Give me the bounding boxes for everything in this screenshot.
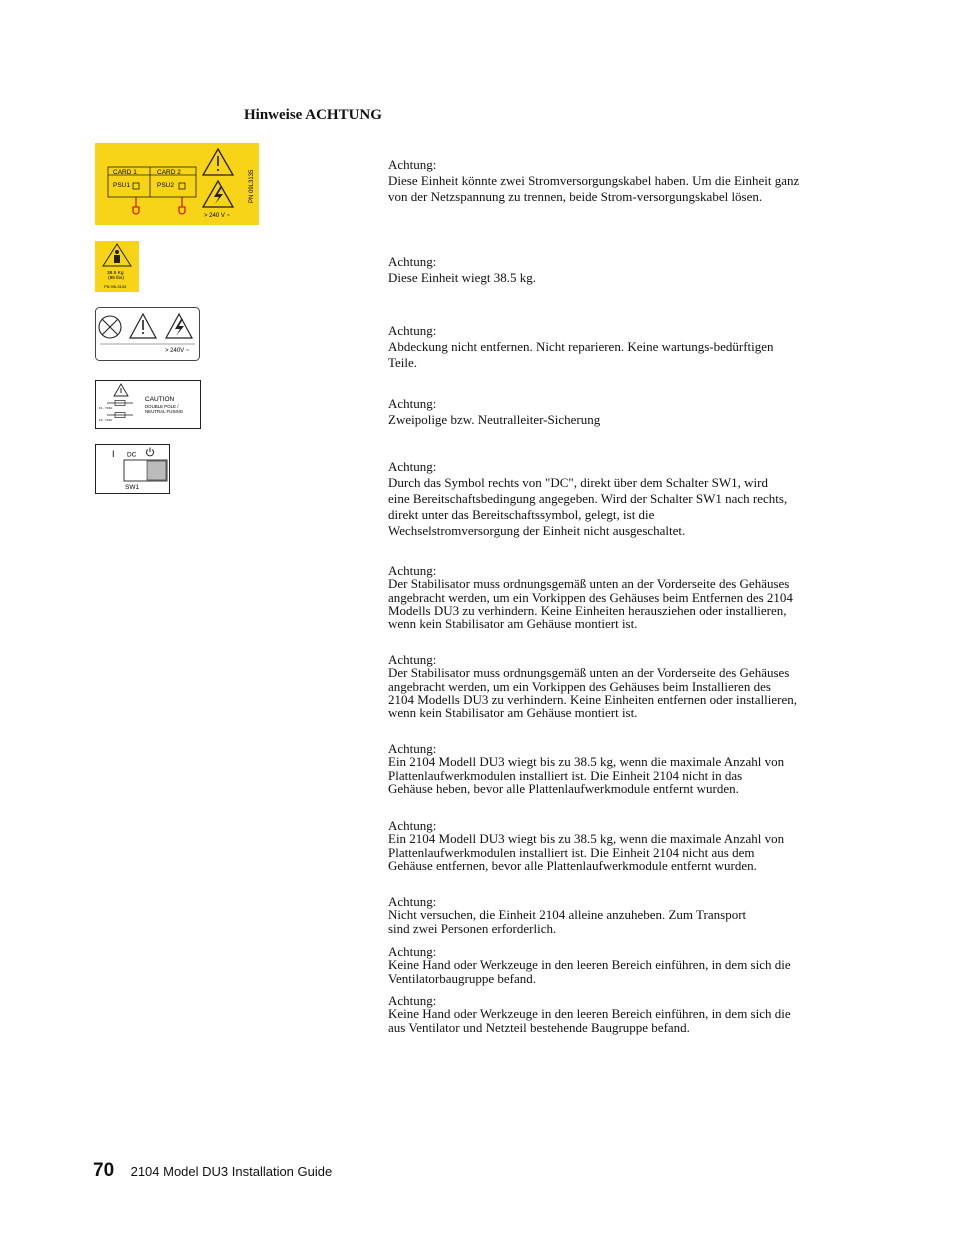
warning-text: Nicht versuchen, die Einheit 2104 alleine anzuheben. Zum Transport sind zwei Personen erforderlich. xyxy=(388,907,747,936)
warning-title: Achtung: xyxy=(388,944,437,959)
section-heading: Hinweise ACHTUNG xyxy=(244,107,382,123)
warning-text: Keine Hand oder Werkzeuge in den leeren Bereich einführen, in dem sich die aus Ventilator und Netzteil bestehende Baugruppe befand. xyxy=(388,1006,791,1035)
fuse-caution-label xyxy=(95,380,201,429)
card2-text: CARD 2 xyxy=(157,169,181,176)
warning-title: Achtung: xyxy=(388,254,437,269)
warning-9 xyxy=(388,819,788,872)
weight-lbs-text: (85 lbs) xyxy=(108,276,124,281)
warning-text: Der Stabilisator muss ordnungsgemäß unten an der Vorderseite des Gehäuses angebracht werden, um ein Vorkippen des Gehäuses beim Installieren des 2104 Modells DU3 zu verhindern. Keine Einheiten entfernen oder installieren, wenn kein Stabilisator am Gehäuse montiert ist. xyxy=(388,665,798,721)
cover-voltage-text: > 240V ~ xyxy=(165,348,190,354)
weight-label xyxy=(95,241,139,292)
psu2-text: PSU2 xyxy=(157,182,174,189)
fuse-neutral-label: F2 - T15A xyxy=(99,418,113,422)
warning-title: Achtung: xyxy=(388,894,437,909)
warning-8 xyxy=(388,742,788,795)
warning-5 xyxy=(388,459,788,539)
psu-power-label xyxy=(95,143,259,225)
warning-10 xyxy=(388,895,768,935)
warning-4 xyxy=(388,396,808,428)
warning-2 xyxy=(388,254,808,286)
warning-title: Achtung: xyxy=(388,563,437,578)
page-footer xyxy=(93,1160,332,1182)
warning-7 xyxy=(388,653,798,719)
switch-dc-text: DC xyxy=(127,451,137,459)
warning-3 xyxy=(388,323,788,371)
warning-title: Achtung: xyxy=(388,741,437,756)
warning-text: Keine Hand oder Werkzeuge in den leeren Bereich einführen, in dem sich die Ventilatorbaugruppe befand. xyxy=(388,957,791,986)
standby-switch-label xyxy=(95,444,170,494)
card1-text: CARD 1 xyxy=(113,169,137,176)
psu-voltage-text: > 240 V ~ xyxy=(204,213,231,219)
warning-text: Ein 2104 Modell DU3 wiegt bis zu 38.5 kg, wenn die maximale Anzahl von Plattenlaufwerkmodulen installiert ist. Die Einheit 2104 nicht aus dem Gehäuse entfernen, bevor alle Plattenlaufwerkmodule entfernt wurden. xyxy=(388,831,785,873)
warning-12 xyxy=(388,994,798,1034)
cover-warning-label xyxy=(95,307,200,361)
psu1-text: PSU1 xyxy=(113,182,130,189)
warning-text: Der Stabilisator muss ordnungsgemäß unten an der Vorderseite des Gehäuses angebracht werden, um ein Vorkippen des Gehäuses beim Entfernen des 2104 Modells DU3 zu verhindern. Keine Einheiten herausziehen oder installieren, wenn kein Stabilisator am Gehäuse montiert ist. xyxy=(388,576,793,632)
switch-on-symbol: I xyxy=(112,449,115,459)
warning-text: Diese Einheit könnte zwei Stromversorgungskabel haben. Um die Einheit ganz von der Netzspannung zu trennen, beide Strom-versorgungskabel lösen. xyxy=(388,173,800,204)
warning-text: Durch das Symbol rechts von "DC", direkt über dem Schalter SW1, wird eine Bereitschaftsbedingung angegeben. Wird der Schalter SW1 nach rechts, direkt unter das Bereitschaftssymbol, gelegt, ist die Wechselstromversorgung der Einheit nicht ausgeschaltet. xyxy=(388,475,788,538)
warning-title: Achtung: xyxy=(388,993,437,1008)
warning-text: Diese Einheit wiegt 38.5 kg. xyxy=(388,270,537,285)
warning-11 xyxy=(388,945,798,985)
warning-6 xyxy=(388,564,798,630)
switch-sw1-text: SW1 xyxy=(125,484,140,491)
warning-title: Achtung: xyxy=(388,396,437,411)
fuse-caution-line1: DOUBLE POLE / xyxy=(145,404,179,409)
document-title: 2104 Model DU3 Installation Guide xyxy=(130,1164,333,1179)
warning-text: Ein 2104 Modell DU3 wiegt bis zu 38.5 kg, wenn die maximale Anzahl von Plattenlaufwerkmodulen installiert ist. Die Einheit 2104 nicht in das Gehäuse heben, bevor alle Plattenlaufwerkmodule entfernt wurden. xyxy=(388,754,785,796)
weight-kg-text: 38.5 Kg xyxy=(107,271,124,276)
fuse-caution-line2: NEUTRAL FUSING xyxy=(145,409,184,414)
page-number: 70 xyxy=(93,1160,115,1181)
warning-title: Achtung: xyxy=(388,157,437,172)
warning-1 xyxy=(388,157,808,205)
warning-title: Achtung: xyxy=(388,818,437,833)
psu-part-number: PN 09L3135 xyxy=(249,169,255,203)
fuse-caution-title: CAUTION xyxy=(145,396,175,403)
warning-text: Abdeckung nicht entfernen. Nicht reparieren. Keine wartungs-bedürftigen Teile. xyxy=(388,339,774,370)
fuse-line-label: F1 - T15A xyxy=(99,406,113,410)
warning-title: Achtung: xyxy=(388,323,437,338)
warning-title: Achtung: xyxy=(388,652,437,667)
weight-part-number: PN 09L3134 xyxy=(104,284,127,289)
warning-text: Zweipolige bzw. Neutralleiter-Sicherung xyxy=(388,412,601,427)
warning-title: Achtung: xyxy=(388,459,437,474)
